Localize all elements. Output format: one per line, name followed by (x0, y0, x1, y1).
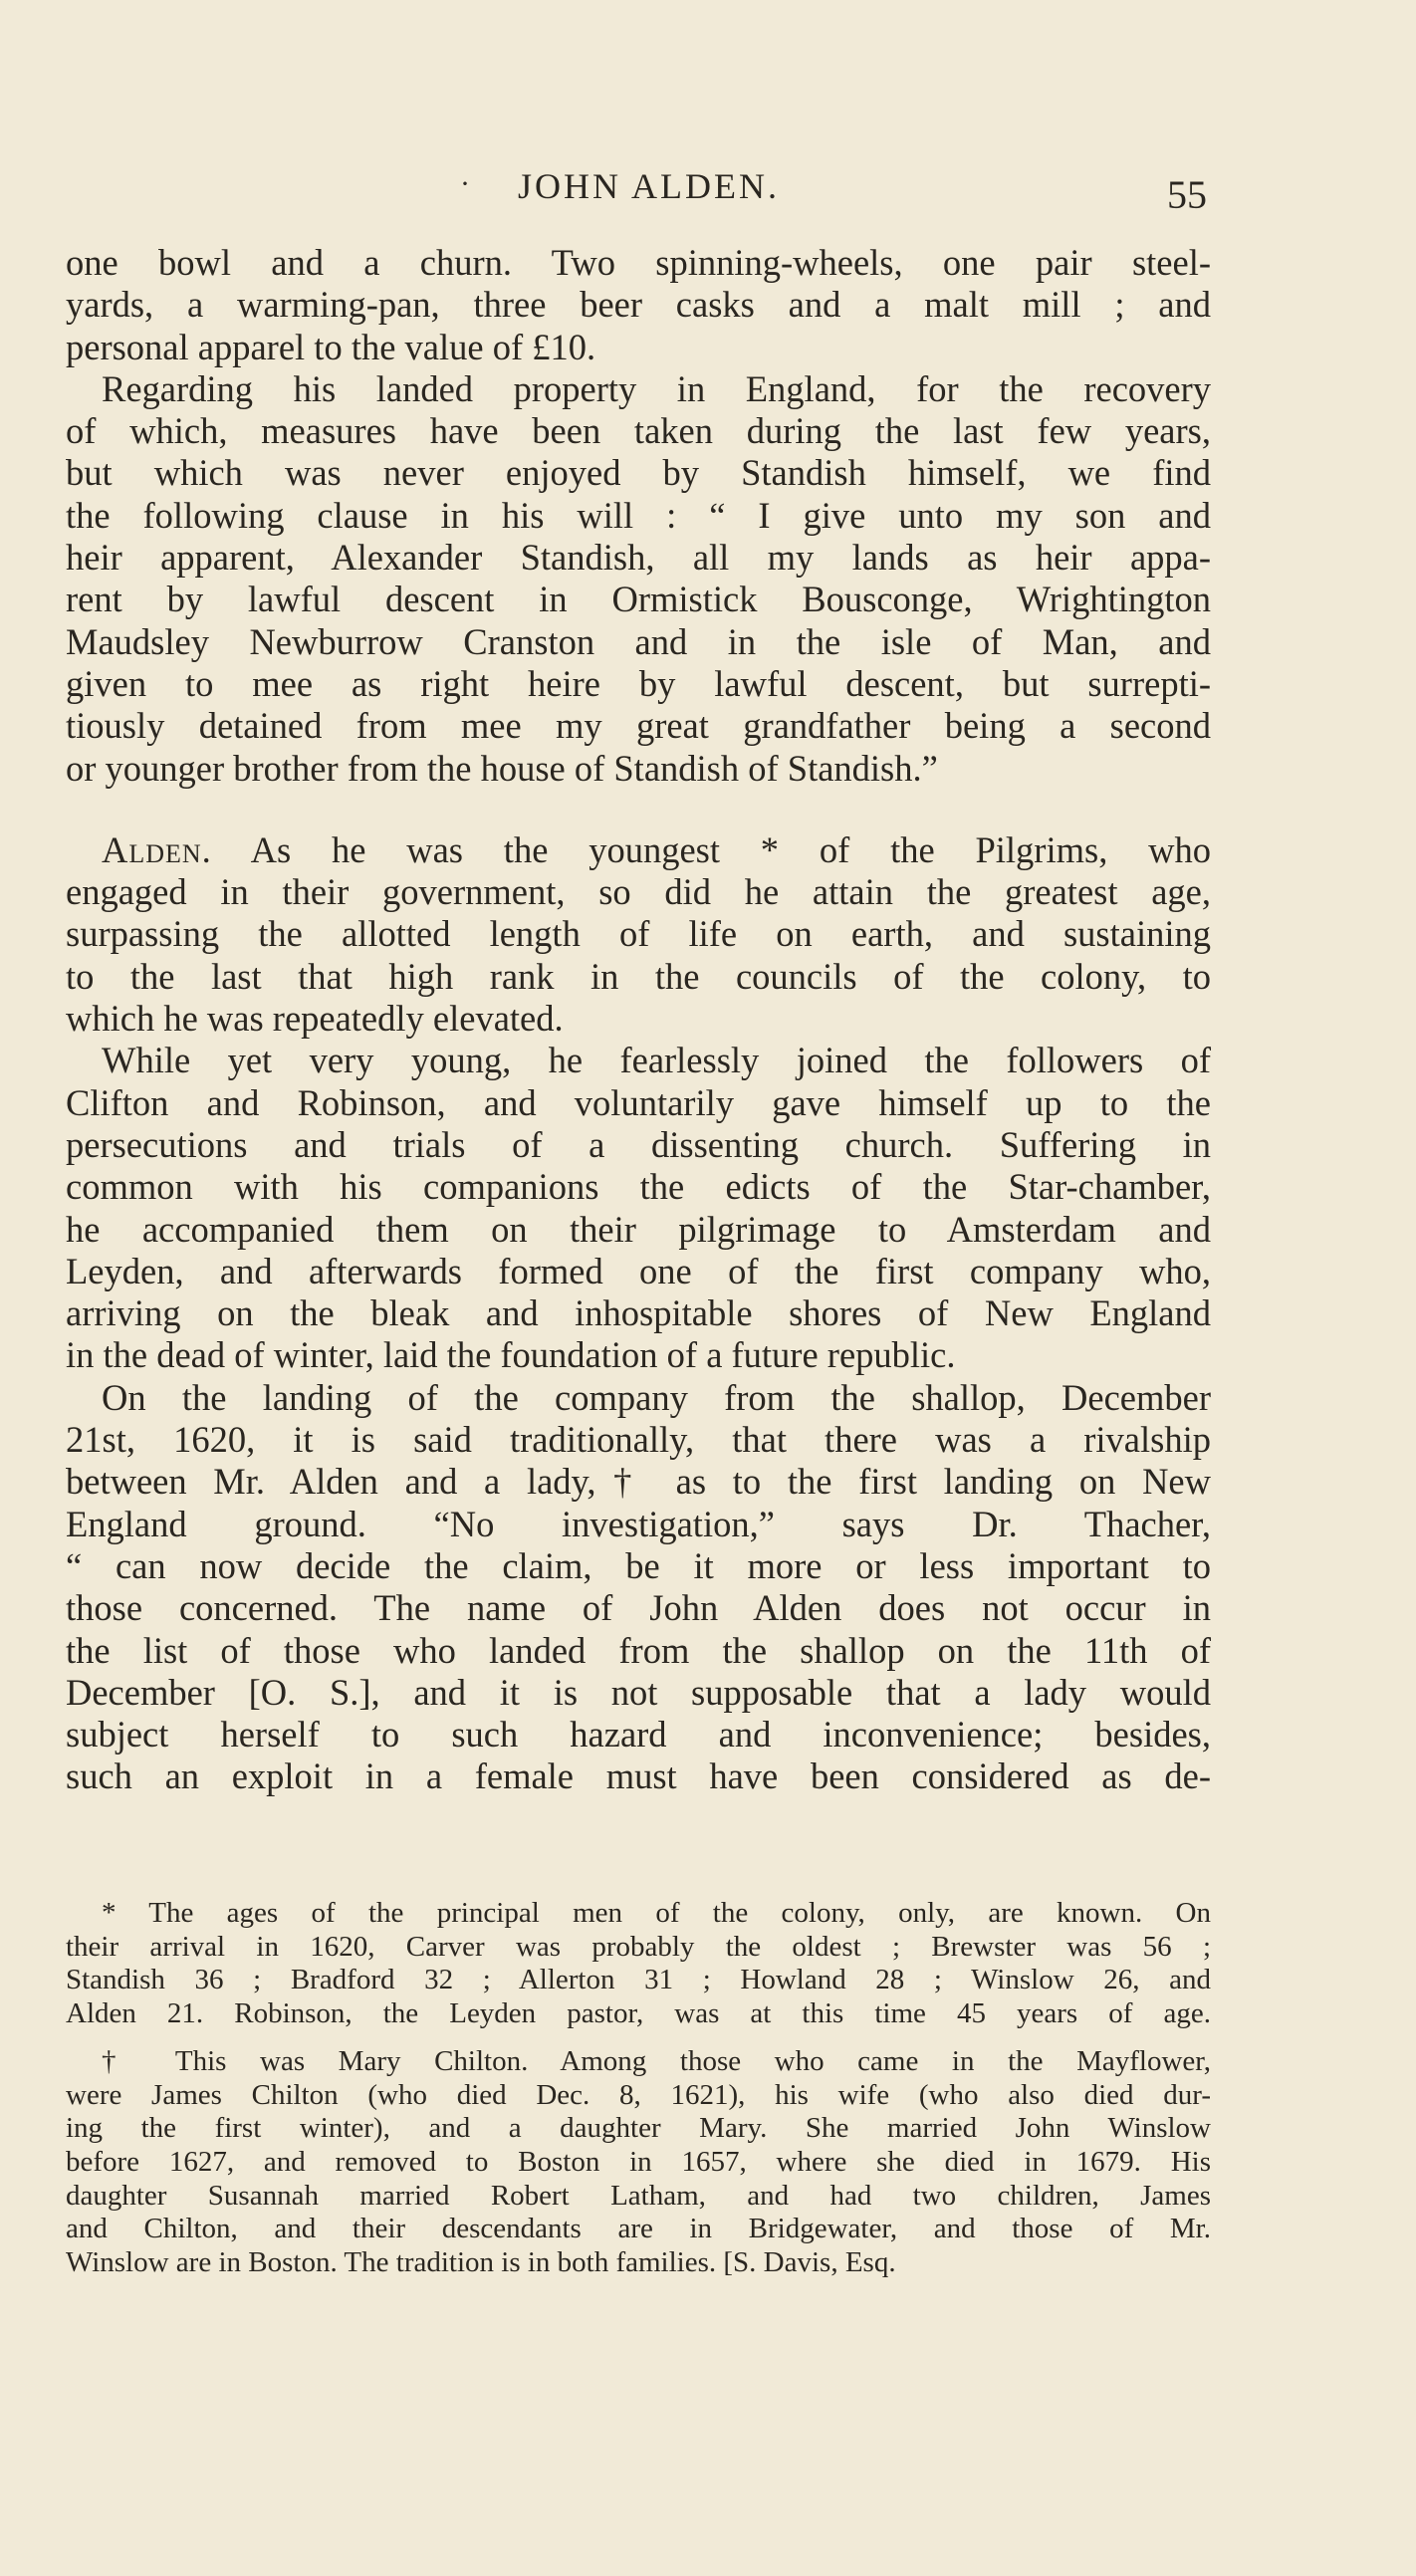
footnote-line: their arrival in 1620, Carver was probably the oldest ; Brewster was 56 ; (66, 1930, 1211, 1963)
text-line: engaged in their government, so did he attain the greatest age, (66, 871, 1211, 913)
footnote-line: † This was Mary Chilton. Among those who came in the Mayflower, (102, 2044, 1211, 2077)
text-line: the list of those who landed from the shallop on the 11th of (66, 1629, 1211, 1671)
section-heading-alden: Alden. (102, 828, 212, 870)
text-line: Leyden, and afterwards formed one of the first company who, (66, 1250, 1211, 1291)
text-line: On the landing of the company from the shallop, December (102, 1376, 1211, 1418)
main-text (66, 242, 1211, 1798)
footnotes (66, 1897, 1211, 2280)
text-line: 21st, 1620, it is said traditionally, that there was a rivalship (66, 1419, 1211, 1461)
text-line: those concerned. The name of John Alden does not occur in (66, 1587, 1211, 1629)
text-line: one bowl and a churn. Two spinning-wheels, one pair steel- (66, 242, 1211, 283)
text-line: Maudsley Newburrow Cranston and in the isle of Man, and (66, 620, 1211, 662)
text-line: given to mee as right heire by lawful descent, but surrepti- (66, 662, 1211, 704)
footnote-line: ing the first winter), and a daughter Mary. She married John Winslow (66, 2112, 1211, 2145)
text-line: but which was never enjoyed by Standish himself, we find (66, 452, 1211, 494)
text-line: arriving on the bleak and inhospitable shores of New England (66, 1292, 1211, 1334)
text-line (66, 829, 1211, 871)
text-line: which he was repeatedly elevated. (66, 998, 564, 1040)
text-line: in the dead of winter, laid the foundation of a future republic. (66, 1334, 956, 1376)
text-line: to the last that high rank in the councils of the colony, to (66, 955, 1211, 997)
footnote-line: before 1627, and removed to Boston in 1657, where she died in 1679. His (66, 2145, 1211, 2178)
text-line: or younger brother from the house of Standish of Standish.” (66, 747, 938, 789)
text-line: Regarding his landed property in England, for the recovery (102, 367, 1211, 409)
running-header (0, 161, 1416, 221)
text-line: England ground. “No investigation,” says Dr. Thacher, (66, 1503, 1211, 1544)
footnote-line: Winslow are in Boston. The tradition is in both families. [S. Davis, Esq. (66, 2246, 896, 2279)
footnote-line: * The ages of the principal men of the colony, only, are known. On (102, 1897, 1211, 1929)
text-line-continued: As he was the youngest * of the Pilgrims, who (211, 828, 1211, 870)
footnote-line: Standish 36 ; Bradford 32 ; Allerton 31 ; Howland 28 ; Winslow 26, and (66, 1964, 1211, 1996)
text-line: yards, a warming-pan, three beer casks and a malt mill ; and (66, 284, 1211, 326)
text-line: persecutions and trials of a dissenting church. Suffering in (66, 1123, 1211, 1165)
text-line: tiously detained from mee my great grandfather being a second (66, 705, 1211, 747)
text-line: rent by lawful descent in Ormistick Bousconge, Wrightington (66, 579, 1211, 620)
text-line: he accompanied them on their pilgrimage to Amsterdam and (66, 1208, 1211, 1250)
text-line: such an exploit in a female must have been considered as de- (66, 1756, 1211, 1797)
text-line: subject herself to such hazard and inconvenience; besides, (66, 1714, 1211, 1756)
text-line: heir apparent, Alexander Standish, all my lands as heir appa- (66, 537, 1211, 579)
running-title: JOHN ALDEN. (518, 166, 780, 206)
text-line: surpassing the allotted length of life on earth, and sustaining (66, 913, 1211, 955)
footnote-line: and Chilton, and their descendants are in Bridgewater, and those of Mr. (66, 2213, 1211, 2245)
footnote-line: were James Chilton (who died Dec. 8, 1621), his wife (who also died dur- (66, 2078, 1211, 2111)
text-line: Clifton and Robinson, and voluntarily gave himself up to the (66, 1081, 1211, 1123)
text-line: of which, measures have been taken during the last few years, (66, 410, 1211, 452)
footnote-line: Alden 21. Robinson, the Leyden pastor, was at this time 45 years of age. (66, 1997, 1211, 2030)
page-number: 55 (1167, 172, 1207, 217)
text-line: personal apparel to the value of £10. (66, 326, 596, 367)
text-line: between Mr. Alden and a lady,† as to the first landing on New (66, 1461, 1211, 1503)
text-line: “ can now decide the claim, be it more or less important to (66, 1544, 1211, 1586)
text-line: common with his companions the edicts of the Star-chamber, (66, 1166, 1211, 1208)
text-line: December [O. S.], and it is not supposable that a lady would (66, 1671, 1211, 1713)
text-line: the following clause in his will : “ I give unto my son and (66, 494, 1211, 536)
header-dot: · (460, 167, 470, 200)
text-line: While yet very young, he fearlessly joined the followers of (102, 1040, 1211, 1081)
footnote-line: daughter Susannah married Robert Latham, and had two children, James (66, 2179, 1211, 2212)
